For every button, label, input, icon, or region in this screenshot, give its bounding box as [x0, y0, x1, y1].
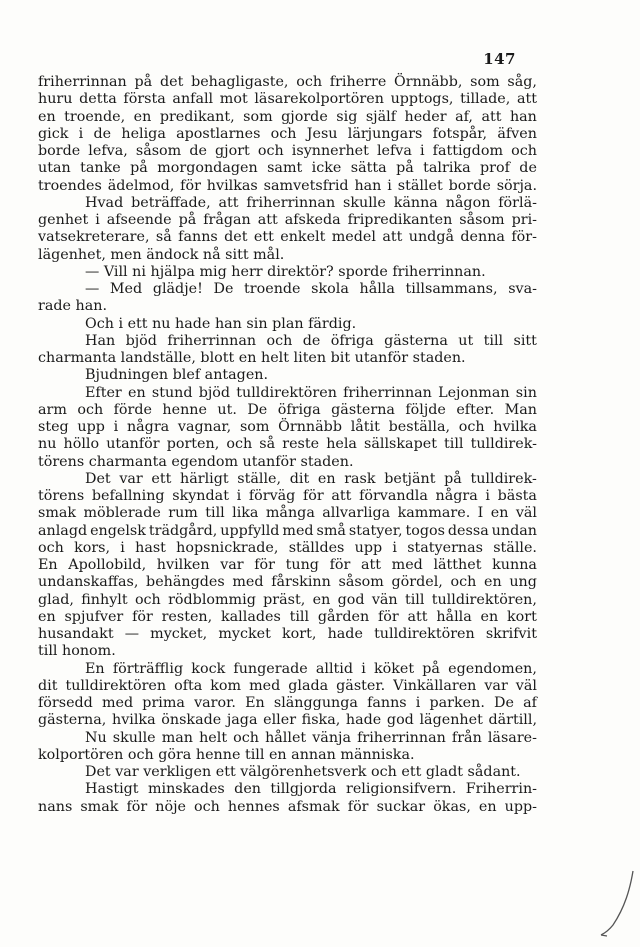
text-line: Efter en stund bjöd tulldirektören friherrinnan Lejonman sin [85, 384, 537, 401]
text-line: dit tulldirektören ofta kom med glada gäster. Vinkällaren var väl [38, 677, 537, 694]
text-line: arm och förde henne ut. De öfriga gästerna följde efter. Man [38, 401, 537, 418]
text-line: undanskaffas, behängdes med fårskinn såsom gördel, och en ung [38, 574, 537, 591]
text-line: smak möblerade rum till lika många allvarliga kammare. I en väl [38, 505, 537, 522]
text-line: En Apollobild, hvilken var för tung för att med lätthet kunna [38, 557, 537, 573]
text-line: borde lefva, såsom de gjort och isynnerhet lefva i fattigdom och [38, 143, 537, 159]
text-line: — Vill ni hjälpa mig herr direktör? sporde friherrinnan. [85, 263, 486, 280]
text-line: huru detta första anfall mot läsarekolportören upptogs, tillade, att [38, 91, 537, 108]
text-line: gick i de heliga apostlarnes och Jesu lärjungars fotspår, äfven [38, 125, 537, 142]
text-line: husandakt — mycket, mycket kort, hade tulldirektören skrifvit [38, 626, 537, 642]
text-line: nans smak för nöje och hennes afsmak för suckar ökas, en upp- [38, 798, 537, 815]
text-line: Hvad beträffade, att friherrinnan skulle känna någon förlä- [85, 194, 537, 211]
text-line: friherrinnan på det behagligaste, och friherre Örnnäbb, som såg, [38, 74, 537, 90]
text-line: utan tanke på morgondagen samt icke sätta på talrika prof de [38, 160, 537, 177]
text-line: genhet i afseende på frågan att afskeda fripredikanten såsom pri- [38, 212, 537, 228]
text-line: anlagd engelsk trädgård, uppfylld med små statyer, togos dessa undan [38, 522, 537, 539]
text-line: törens charmanta egendom utanför staden. [38, 453, 354, 470]
text-line: gästerna, hvilka önskade jaga eller fiska, hade god lägenhet därtill, [38, 712, 537, 729]
text-line: försedd med prima varor. En slänggunga fanns i parken. De af [38, 695, 537, 711]
text-line: glad, finhylt och rödblommig präst, en god vän till tulldirektören, [38, 591, 537, 608]
text-line: rade han. [38, 298, 107, 315]
text-line: Det var ett härligt ställe, dit en rask betjänt på tulldirek- [85, 470, 537, 487]
text-line: kolportören och göra henne till en annan människa. [38, 746, 415, 763]
text-line: törens befallning skyndat i förväg för att förvandla några i bästa [38, 488, 537, 504]
text-line: Nu skulle man helt och hållet vänja friherrinnan från läsare- [85, 729, 537, 746]
text-line: nu höllo utanför porten, och så reste hela sällskapet till tulldirek- [38, 436, 537, 453]
text-line: troendes ädelmod, för hvilkas samvetsfrid han i stället borde sörja. [38, 177, 537, 194]
text-line: Bjudningen blef antagen. [85, 367, 269, 384]
text-line: till honom. [38, 643, 116, 660]
text-line: Han bjöd friherrinnan och de öfriga gästerna ut till sitt [85, 332, 537, 349]
body-text [38, 74, 537, 816]
text-line: — Med glädje! De troende skola hålla tillsammans, sva- [85, 281, 537, 297]
text-line: en spjufver för resten, kallades till gården för att hålla en kort [38, 608, 537, 625]
text-line: en troende, en predikant, som gjorde sig själf heder af, att han [38, 108, 537, 125]
text-line: En förträfflig kock fungerade alltid i köket på egendomen, [85, 660, 537, 677]
text-line: vatsekreterare, så fanns det ett enkelt medel att undgå denna för- [38, 229, 537, 246]
text-line: Hastigt minskades den tillgjorda religionsifvern. Friherrin- [85, 781, 537, 798]
text-line: Och i ett nu hade han sin plan färdig. [85, 315, 357, 332]
pencil-mark [597, 869, 637, 939]
text-line: charmanta landställe, blott en helt liten bit utanför staden. [38, 350, 466, 366]
text-line: Det var verkligen ett välgörenhetsverk och ett gladt sådant. [85, 764, 521, 780]
text-line: lägenhet, men ändock nå sitt mål. [38, 246, 285, 263]
text-line: och kors, i hast hopsnickrade, ställdes upp i statyernas ställe. [38, 539, 537, 556]
text-line: steg upp i några vagnar, som Örnnäbb låtit beställa, och hvilka [38, 419, 537, 435]
page-number: 147 [483, 50, 516, 68]
